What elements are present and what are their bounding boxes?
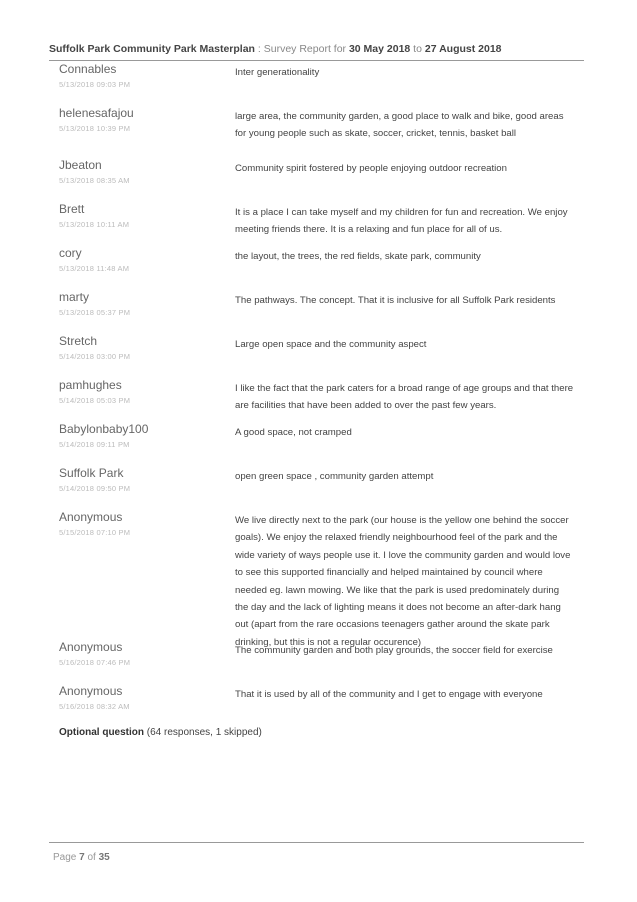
page-label: Page: [53, 852, 80, 863]
response-text: I like the fact that the park caters for a broad range of age groups and that there are facilities that have been added to over the past few years.: [235, 383, 574, 412]
respondent-name: cory: [59, 246, 82, 260]
response-entry: [59, 378, 579, 422]
respondent-name: Stretch: [59, 334, 98, 348]
response-text: Community spirit fostered by people enjoying outdoor recreation: [235, 163, 507, 174]
optional-question-label: Optional question: [59, 727, 144, 738]
response-entry: [59, 466, 579, 510]
respondent-name: marty: [59, 290, 89, 304]
response-date: 5/13/2018 09:03 PM: [59, 80, 131, 89]
response-date: 5/13/2018 11:48 AM: [59, 264, 130, 273]
start-date: 30 May 2018: [348, 43, 411, 55]
response-date: 5/14/2018 03:00 PM: [59, 352, 131, 361]
response-text: A good space, not cramped: [235, 427, 352, 438]
respondent-name: Brett: [59, 202, 85, 216]
response-text: The community garden and both play grounds, the soccer field for exercise: [235, 645, 553, 656]
response-date: 5/13/2018 10:39 PM: [59, 124, 131, 133]
response-list: [59, 62, 579, 728]
response-entry: [59, 246, 579, 290]
response-text: The pathways. The concept. That it is inclusive for all Suffolk Park residents: [235, 295, 556, 306]
page-number: 7: [79, 852, 85, 863]
response-text: That it is used by all of the community and I get to engage with everyone: [235, 689, 543, 700]
response-date: 5/14/2018 09:11 PM: [59, 440, 130, 449]
report-title: Suffolk Park Community Park Masterplan: [49, 43, 255, 55]
page-header: [49, 43, 584, 55]
response-date: 5/14/2018 09:50 PM: [59, 484, 131, 493]
to-label: to: [410, 43, 425, 55]
respondent-name: Babylonbaby100: [59, 422, 149, 436]
response-entry: [59, 290, 579, 334]
response-text: large area, the community garden, a good place to walk and bike, good areas for young people such as skate, soccer, cricket, tennis, basket ball: [235, 111, 564, 140]
response-date: 5/15/2018 07:10 PM: [59, 528, 131, 537]
page-footer: [53, 852, 110, 863]
response-date: 5/13/2018 08:35 AM: [59, 176, 130, 185]
response-entry: [59, 334, 579, 378]
response-entry: [59, 158, 579, 202]
respondent-name: Suffolk Park: [59, 466, 124, 480]
footer-rule: [49, 842, 584, 843]
respondent-name: Anonymous: [59, 510, 123, 524]
response-entry: [59, 684, 579, 728]
response-entry: [59, 202, 579, 246]
page-total: 35: [98, 852, 110, 863]
response-entry: [59, 640, 579, 684]
response-text: open green space , community garden attempt: [235, 471, 434, 482]
optional-question-detail: (64 responses, 1 skipped): [144, 727, 262, 738]
response-text: the layout, the trees, the red fields, skate park, community: [235, 251, 481, 262]
of-label: of: [84, 852, 99, 863]
optional-question: [59, 727, 262, 738]
response-entry: [59, 422, 579, 466]
respondent-name: pamhughes: [59, 378, 122, 392]
header-rule: [49, 60, 584, 61]
respondent-name: Anonymous: [59, 640, 123, 654]
response-text: We live directly next to the park (our house is the yellow one behind the soccer goals). We enjoy the relaxed friendly neighbourhood feel of the park and the wide variety of ways people use it. I love the community garden and would love to see this supported financially and helped maintained by council where needed eg. lawn mowing. We like that the park is used predominately during the day and the lack of lighting means it does not become an after-dark hang out (apart from the rare occasions teenagers gather around the skate park drinking, but this is not a regular occurence): [235, 515, 571, 648]
response-date: 5/13/2018 05:37 PM: [59, 308, 131, 317]
response-date: 5/16/2018 08:32 AM: [59, 702, 130, 711]
response-entry: [59, 62, 579, 106]
response-entry: [59, 510, 579, 648]
response-date: 5/13/2018 10:11 AM: [59, 220, 130, 229]
respondent-name: Connables: [59, 62, 117, 76]
response-date: 5/16/2018 07:46 PM: [59, 658, 131, 667]
response-text: It is a place I can take myself and my children for fun and recreation. We enjoy meeting friends there. It is a relaxing and fun place for all of us.: [235, 207, 568, 236]
end-date: 27 August 2018: [424, 43, 502, 55]
respondent-name: helenesafajou: [59, 106, 134, 120]
response-entry: [59, 106, 579, 158]
response-text: Inter generationality: [235, 67, 320, 78]
response-text: Large open space and the community aspect: [235, 339, 427, 350]
respondent-name: Jbeaton: [59, 158, 102, 172]
respondent-name: Anonymous: [59, 684, 123, 698]
response-date: 5/14/2018 05:03 PM: [59, 396, 131, 405]
header-separator: :: [254, 43, 264, 55]
report-label: Survey Report for: [263, 43, 349, 55]
